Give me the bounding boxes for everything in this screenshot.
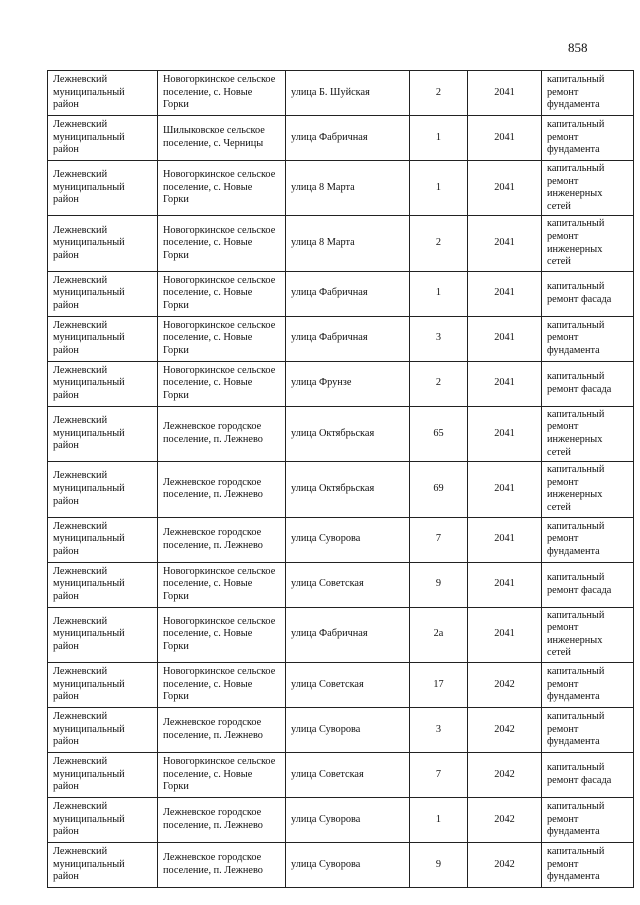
house-number-cell: 1 (410, 797, 468, 842)
table-row (48, 216, 634, 271)
house-number-cell: 2 (410, 71, 468, 116)
repair-type-cell: капитальный ремонт фундамента (542, 797, 634, 842)
house-number-cell: 65 (410, 406, 468, 461)
table-row (48, 161, 634, 216)
year-cell: 2041 (468, 462, 542, 517)
house-number-cell: 7 (410, 517, 468, 562)
table-body (48, 71, 634, 888)
year-cell: 2041 (468, 406, 542, 461)
settlement-cell: Лежневское городское поселение, п. Лежнево (158, 462, 286, 517)
street-cell: улица Б. Шуйская (286, 71, 410, 116)
district-cell: Лежневский муниципальный район (48, 662, 158, 707)
district-cell: Лежневский муниципальный район (48, 562, 158, 607)
year-cell: 2041 (468, 607, 542, 662)
district-cell: Лежневский муниципальный район (48, 842, 158, 887)
table-row (48, 607, 634, 662)
repair-type-cell: капитальный ремонт инженерных сетей (542, 607, 634, 662)
table-row (48, 462, 634, 517)
year-cell: 2042 (468, 707, 542, 752)
house-number-cell: 7 (410, 752, 468, 797)
house-number-cell: 1 (410, 271, 468, 316)
district-cell: Лежневский муниципальный район (48, 707, 158, 752)
district-cell: Лежневский муниципальный район (48, 216, 158, 271)
settlement-cell: Новогоркинское сельское поселение, с. Новые Горки (158, 71, 286, 116)
year-cell: 2042 (468, 752, 542, 797)
street-cell: улица Октябрьская (286, 406, 410, 461)
house-number-cell: 69 (410, 462, 468, 517)
district-cell: Лежневский муниципальный район (48, 752, 158, 797)
house-number-cell: 3 (410, 316, 468, 361)
table-row (48, 71, 634, 116)
year-cell: 2041 (468, 271, 542, 316)
district-cell: Лежневский муниципальный район (48, 797, 158, 842)
settlement-cell: Лежневское городское поселение, п. Лежнево (158, 797, 286, 842)
street-cell: улица Фабричная (286, 116, 410, 161)
table-row (48, 116, 634, 161)
district-cell: Лежневский муниципальный район (48, 462, 158, 517)
street-cell: улица Фрунзе (286, 361, 410, 406)
district-cell: Лежневский муниципальный район (48, 607, 158, 662)
district-cell: Лежневский муниципальный район (48, 361, 158, 406)
table-row (48, 406, 634, 461)
street-cell: улица Суворова (286, 517, 410, 562)
settlement-cell: Лежневское городское поселение, п. Лежнево (158, 517, 286, 562)
settlement-cell: Лежневское городское поселение, п. Лежнево (158, 707, 286, 752)
repair-type-cell: капитальный ремонт фасада (542, 562, 634, 607)
district-cell: Лежневский муниципальный район (48, 271, 158, 316)
street-cell: улица 8 Марта (286, 161, 410, 216)
street-cell: улица Суворова (286, 842, 410, 887)
street-cell: улица Фабричная (286, 607, 410, 662)
street-cell: улица Фабричная (286, 271, 410, 316)
table-row (48, 517, 634, 562)
district-cell: Лежневский муниципальный район (48, 71, 158, 116)
year-cell: 2041 (468, 161, 542, 216)
repair-type-cell: капитальный ремонт фундамента (542, 662, 634, 707)
repair-type-cell: капитальный ремонт фундамента (542, 517, 634, 562)
repair-type-cell: капитальный ремонт фасада (542, 271, 634, 316)
table-row (48, 316, 634, 361)
street-cell: улица 8 Марта (286, 216, 410, 271)
street-cell: улица Советская (286, 752, 410, 797)
house-number-cell: 1 (410, 116, 468, 161)
table-row (48, 361, 634, 406)
repair-type-cell: капитальный ремонт инженерных сетей (542, 161, 634, 216)
house-number-cell: 2а (410, 607, 468, 662)
street-cell: улица Фабричная (286, 316, 410, 361)
page-number: 858 (568, 40, 588, 55)
house-number-cell: 2 (410, 216, 468, 271)
table-row (48, 752, 634, 797)
repair-type-cell: капитальный ремонт фундамента (542, 71, 634, 116)
house-number-cell: 17 (410, 662, 468, 707)
district-cell: Лежневский муниципальный район (48, 406, 158, 461)
district-cell: Лежневский муниципальный район (48, 316, 158, 361)
year-cell: 2041 (468, 562, 542, 607)
repair-type-cell: капитальный ремонт фундамента (542, 842, 634, 887)
district-cell: Лежневский муниципальный район (48, 116, 158, 161)
table-row (48, 842, 634, 887)
repair-type-cell: капитальный ремонт фундамента (542, 316, 634, 361)
settlement-cell: Новогоркинское сельское поселение, с. Новые Горки (158, 271, 286, 316)
year-cell: 2041 (468, 316, 542, 361)
house-number-cell: 2 (410, 361, 468, 406)
year-cell: 2042 (468, 842, 542, 887)
year-cell: 2041 (468, 71, 542, 116)
street-cell: улица Суворова (286, 797, 410, 842)
house-number-cell: 1 (410, 161, 468, 216)
settlement-cell: Новогоркинское сельское поселение, с. Новые Горки (158, 662, 286, 707)
repair-type-cell: капитальный ремонт фасада (542, 361, 634, 406)
table-row (48, 797, 634, 842)
table-row (48, 707, 634, 752)
settlement-cell: Новогоркинское сельское поселение, с. Новые Горки (158, 361, 286, 406)
house-number-cell: 3 (410, 707, 468, 752)
repair-type-cell: капитальный ремонт инженерных сетей (542, 216, 634, 271)
settlement-cell: Новогоркинское сельское поселение, с. Новые Горки (158, 216, 286, 271)
year-cell: 2041 (468, 361, 542, 406)
settlement-cell: Шилыковское сельское поселение, с. Черницы (158, 116, 286, 161)
year-cell: 2042 (468, 797, 542, 842)
street-cell: улица Советская (286, 662, 410, 707)
settlement-cell: Новогоркинское сельское поселение, с. Новые Горки (158, 316, 286, 361)
street-cell: улица Октябрьская (286, 462, 410, 517)
table-row (48, 271, 634, 316)
year-cell: 2041 (468, 116, 542, 161)
year-cell: 2041 (468, 216, 542, 271)
repair-type-cell: капитальный ремонт инженерных сетей (542, 406, 634, 461)
settlement-cell: Новогоркинское сельское поселение, с. Новые Горки (158, 752, 286, 797)
district-cell: Лежневский муниципальный район (48, 161, 158, 216)
district-cell: Лежневский муниципальный район (48, 517, 158, 562)
repair-type-cell: капитальный ремонт инженерных сетей (542, 462, 634, 517)
repair-type-cell: капитальный ремонт фундамента (542, 707, 634, 752)
settlement-cell: Лежневское городское поселение, п. Лежнево (158, 406, 286, 461)
settlement-cell: Лежневское городское поселение, п. Лежнево (158, 842, 286, 887)
table-row (48, 562, 634, 607)
settlement-cell: Новогоркинское сельское поселение, с. Новые Горки (158, 161, 286, 216)
year-cell: 2041 (468, 517, 542, 562)
street-cell: улица Советская (286, 562, 410, 607)
settlement-cell: Новогоркинское сельское поселение, с. Новые Горки (158, 562, 286, 607)
street-cell: улица Суворова (286, 707, 410, 752)
repair-schedule-table (47, 70, 634, 888)
repair-type-cell: капитальный ремонт фундамента (542, 116, 634, 161)
year-cell: 2042 (468, 662, 542, 707)
repair-type-cell: капитальный ремонт фасада (542, 752, 634, 797)
house-number-cell: 9 (410, 842, 468, 887)
table-row (48, 662, 634, 707)
settlement-cell: Новогоркинское сельское поселение, с. Новые Горки (158, 607, 286, 662)
house-number-cell: 9 (410, 562, 468, 607)
